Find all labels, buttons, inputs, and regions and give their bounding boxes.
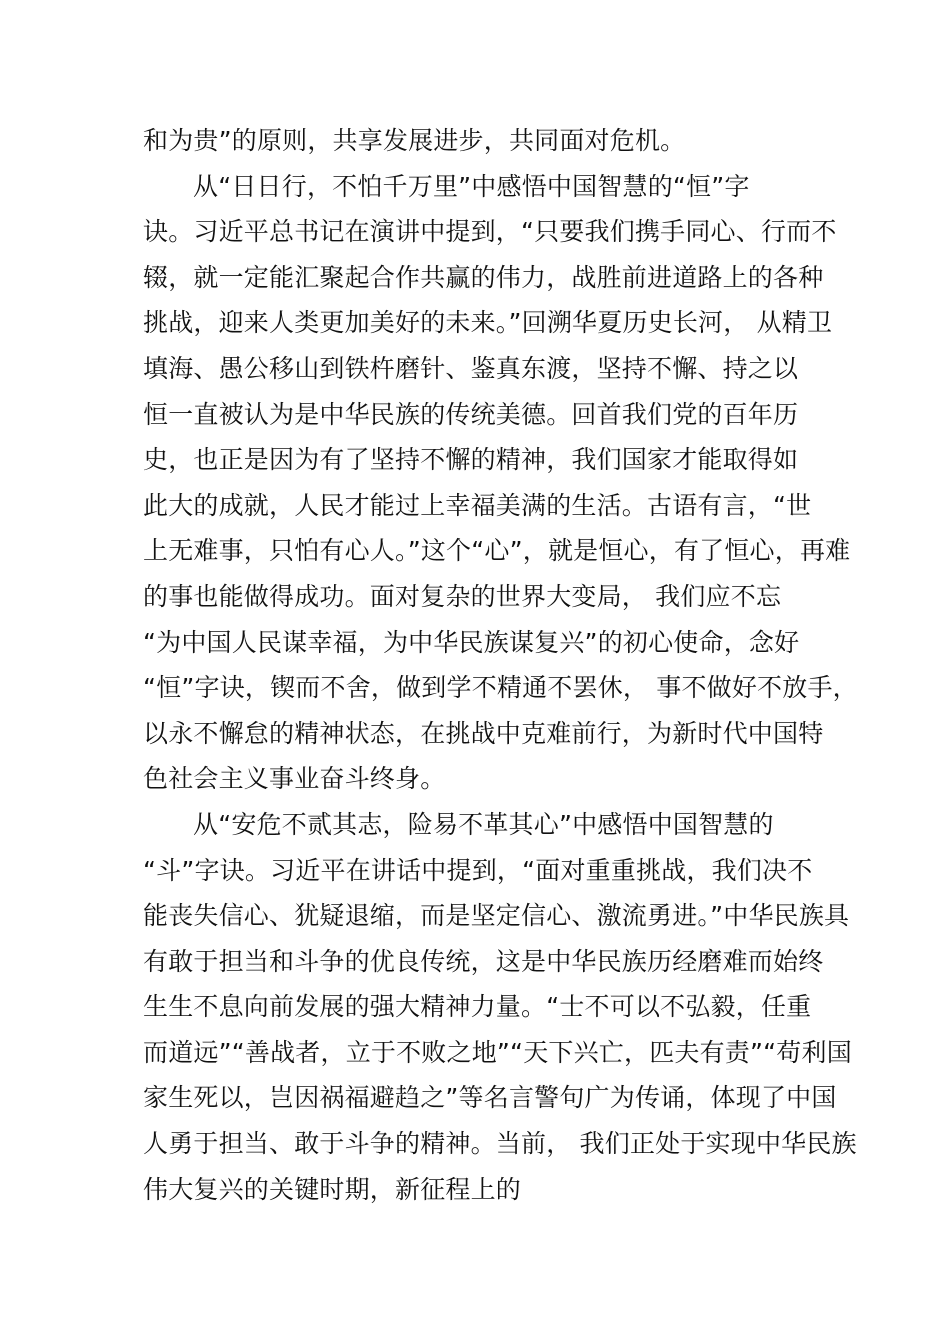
text-line: 和为贵”的原则，共享发展进步，共同面对危机。 (143, 126, 686, 155)
text-line: “斗”字诀。习近平在讲话中提到，“面对重重挑战，我们决不 (143, 855, 813, 885)
text-line: 挑战，迎来人类更加美好的未来。”回溯华夏历史长河， 从精卫 (143, 308, 833, 338)
text-line: 上无难事，只怕有心人。”这个“心”，就是恒心，有了恒心，再难 (143, 536, 851, 566)
text-line: 有敢于担当和斗争的优良传统，这是中华民族历经磨难而始终 (143, 946, 824, 976)
text-line: 恒一直被认为是中华民族的传统美德。回首我们党的百年历 (143, 399, 799, 429)
text-line: 生生不息向前发展的强大精神力量。“士不可以不弘毅，任重 (143, 992, 812, 1022)
text-line: 人勇于担当、敢于斗争的精神。当前， 我们正处于实现中华民族 (143, 1129, 857, 1159)
text-line: 的事也能做得成功。面对复杂的世界大变局， 我们应不忘 (143, 581, 782, 611)
text-line: 史，也正是因为有了坚持不懈的精神，我们国家才能取得如 (143, 445, 799, 475)
text-line: 家生死以，岂因祸福避趋之”等名言警句广为传诵，体现了中国 (143, 1083, 837, 1113)
paragraph-start-line: 从“日日行，不怕千万里”中感悟中国智慧的“恒”字 (193, 171, 750, 201)
text-line: 能丧失信心、犹疑退缩，而是坚定信心、激流勇进。”中华民族具 (143, 901, 850, 931)
text-line: 此大的成就，人民才能过上幸福美满的生活。古语有言，“世 (143, 490, 812, 520)
text-line: 而道远”“善战者，立于不败之地”“天下兴亡，匹夫有责”“苟利国 (143, 1037, 852, 1067)
paragraph-start-line: 从“安危不贰其志，险易不革其心”中感悟中国智慧的 (193, 809, 774, 839)
text-line: 填海、愚公移山到铁杵磨针、鉴真东渡，坚持不懈、持之以 (143, 353, 799, 383)
text-line: 色社会主义事业奋斗终身。 (143, 764, 446, 794)
text-line: 伟大复兴的关键时期，新征程上的 (143, 1174, 522, 1204)
document-body (143, 118, 858, 1212)
text-line: 辍，就一定能汇聚起合作共赢的伟力，战胜前进道路上的各种 (143, 262, 824, 292)
text-line: “为中国人民谋幸福，为中华民族谋复兴”的初心使命，念好 (143, 627, 800, 657)
text-line: 诀。习近平总书记在演讲中提到，“只要我们携手同心、行而不 (143, 217, 837, 247)
text-line: 以永不懈怠的精神状态，在挑战中克难前行，为新时代中国特 (143, 718, 824, 748)
text-line: “恒”字诀，锲而不舍，做到学不精通不罢休， 事不做好不放手， (143, 673, 858, 703)
